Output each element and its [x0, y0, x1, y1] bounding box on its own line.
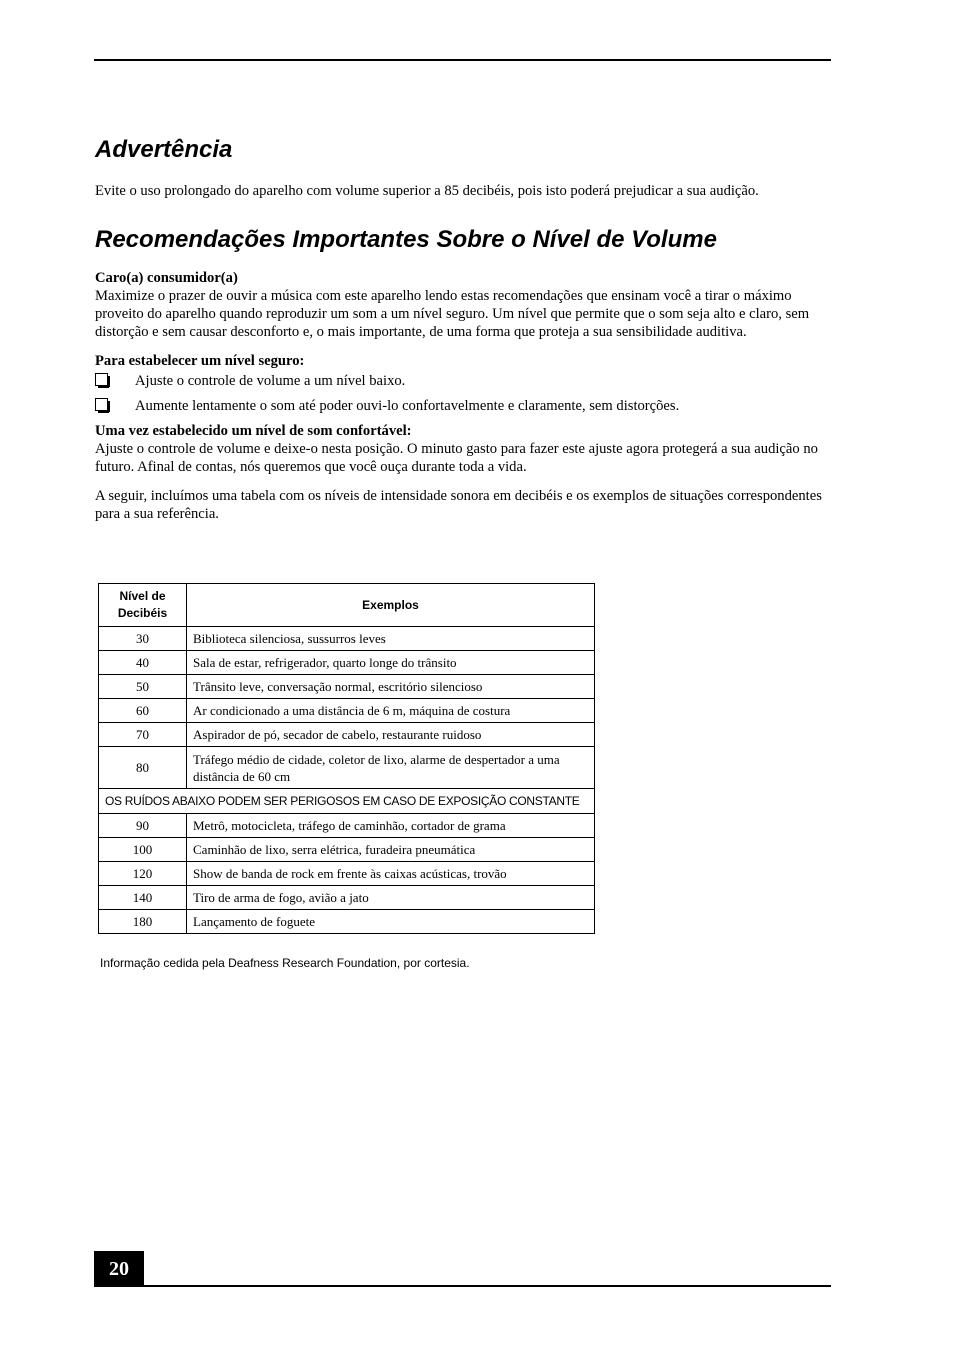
table-row — [99, 699, 595, 723]
table-row — [99, 910, 595, 934]
example-cell: Ar condicionado a uma distância de 6 m, máquina de costura — [187, 699, 595, 723]
table-row — [99, 651, 595, 675]
comfort-paragraph: Ajuste o controle de volume e deixe-o nesta posição. O minuto gasto para fazer este ajuste agora protegerá a sua audição no futuro. Afinal de contas, nós queremos que você ouça durante toda a vida. — [95, 441, 818, 475]
level-cell: 180 — [99, 910, 187, 934]
level-cell: 80 — [99, 747, 187, 789]
warning-title: Advertência — [95, 136, 233, 163]
example-cell: Aspirador de pó, secador de cabelo, restaurante ruidoso — [187, 723, 595, 747]
top-rule — [94, 59, 831, 61]
level-cell: 70 — [99, 723, 187, 747]
level-cell: 60 — [99, 699, 187, 723]
danger-note-row — [99, 789, 595, 814]
table-header-row — [99, 584, 595, 627]
page-content — [95, 132, 825, 523]
table-row — [99, 862, 595, 886]
table-row — [99, 747, 595, 789]
level-cell: 40 — [99, 651, 187, 675]
step-text: Aumente lentamente o som até poder ouvi-lo confortavelmente e claramente, sem distorções. — [135, 398, 680, 414]
recommendations-title: Recomendações Importantes Sobre o Nível de Volume — [95, 226, 717, 253]
level-cell: 30 — [99, 627, 187, 651]
intro-paragraph: Maximize o prazer de ouvir a música com este aparelho lendo estas recomendações que ensinam você a tirar o máximo proveito do aparelho quando reproduzir um som a um nível seguro. Um nível que permite que o som seja alto e claro, sem distorção e sem causar desconforto e, o mais importante, de uma forma que proteja a sua sensibilidade auditiva. — [95, 288, 810, 340]
danger-note: OS RUÍDOS ABAIXO PODEM SER PERIGOSOS EM CASO DE EXPOSIÇÃO CONSTANTE — [99, 789, 595, 814]
level-cell: 90 — [99, 814, 187, 838]
example-cell: Trânsito leve, conversação normal, escritório silencioso — [187, 675, 595, 699]
example-cell: Caminhão de lixo, serra elétrica, furadeira pneumática — [187, 838, 595, 862]
example-cell: Metrô, motocicleta, tráfego de caminhão, cortador de grama — [187, 814, 595, 838]
table-row — [99, 675, 595, 699]
safe-level-heading: Para estabelecer um nível seguro: — [95, 353, 305, 369]
level-cell: 140 — [99, 886, 187, 910]
example-cell: Show de banda de rock em frente às caixas acústicas, trovão — [187, 862, 595, 886]
table-row — [99, 886, 595, 910]
header-examples: Exemplos — [187, 584, 595, 627]
table-source-note: Informação cedida pela Deafness Research Foundation, por cortesia. — [100, 956, 470, 970]
list-item — [95, 372, 825, 390]
table-row — [99, 838, 595, 862]
step-text: Ajuste o controle de volume a um nível baixo. — [135, 373, 406, 389]
level-cell: 100 — [99, 838, 187, 862]
table-row — [99, 814, 595, 838]
level-cell: 50 — [99, 675, 187, 699]
header-level: Nível de Decibéis — [99, 584, 187, 627]
greeting: Caro(a) consumidor(a) — [95, 270, 238, 286]
steps-list — [95, 372, 825, 415]
table-row — [99, 627, 595, 651]
comfort-heading: Uma vez estabelecido um nível de som confortável: — [95, 423, 412, 439]
warning-text: Evite o uso prolongado do aparelho com volume superior a 85 decibéis, pois isto poderá prejudicar a sua audição. — [95, 183, 759, 199]
example-cell: Tráfego médio de cidade, coletor de lixo, alarme de despertador a uma distância de 60 cm — [187, 747, 595, 789]
example-cell: Tiro de arma de fogo, avião a jato — [187, 886, 595, 910]
decibel-table — [98, 583, 595, 934]
list-item — [95, 397, 825, 415]
checkbox-icon — [95, 373, 108, 386]
checkbox-icon — [95, 398, 108, 411]
page-number: 20 — [94, 1251, 144, 1287]
level-cell: 120 — [99, 862, 187, 886]
bottom-rule — [144, 1285, 831, 1287]
example-cell: Biblioteca silenciosa, sussurros leves — [187, 627, 595, 651]
table-intro: A seguir, incluímos uma tabela com os níveis de intensidade sonora em decibéis e os exemplos de situações correspondentes para a sua referência. — [95, 488, 822, 522]
table-row — [99, 723, 595, 747]
example-cell: Sala de estar, refrigerador, quarto longe do trânsito — [187, 651, 595, 675]
example-cell: Lançamento de foguete — [187, 910, 595, 934]
